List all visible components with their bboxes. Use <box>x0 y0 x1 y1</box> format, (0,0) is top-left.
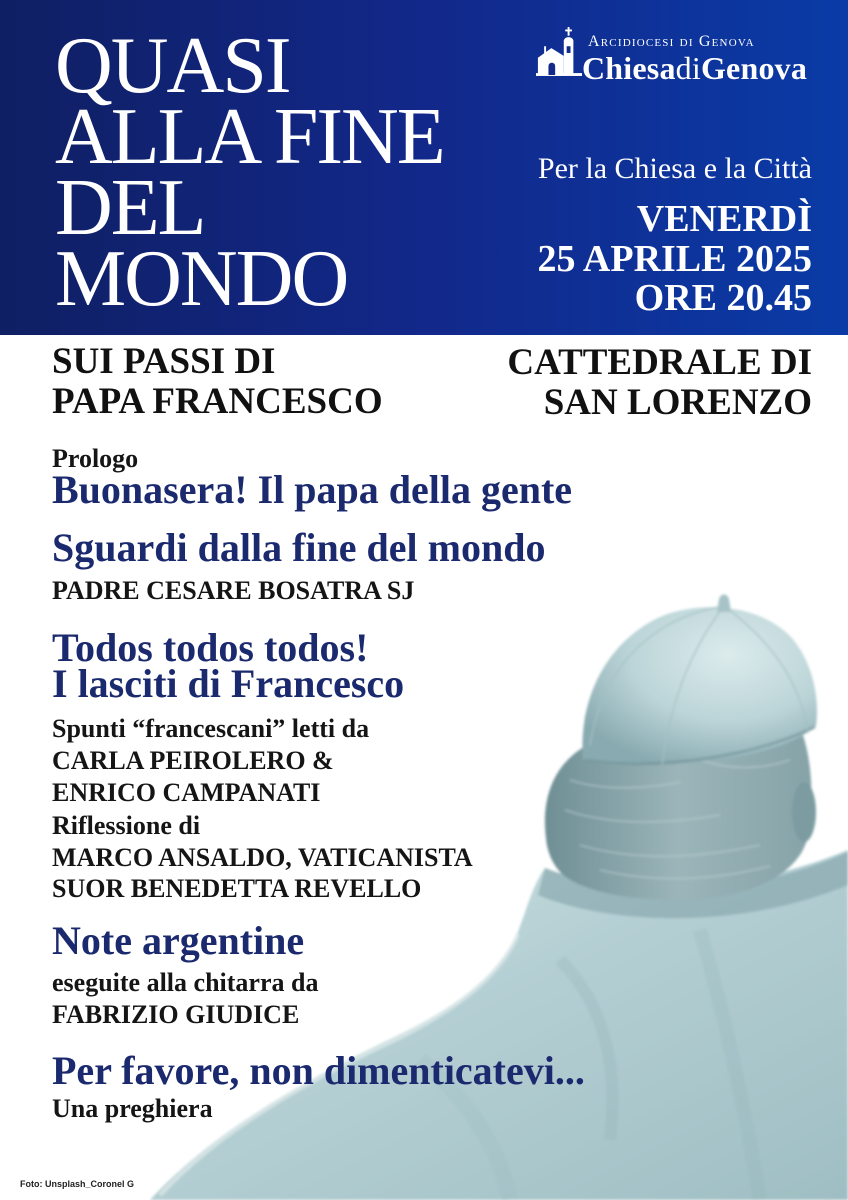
section-3-detail-1: eseguite alla chitarra da <box>52 968 319 997</box>
section-2-title-line-2: I lasciti di Francesco <box>52 661 405 706</box>
section-1-title: Sguardi dalla fine del mondo <box>52 525 546 570</box>
logo-wordmark-part-3: Genova <box>700 50 808 86</box>
poster-title <box>55 22 444 323</box>
section-2-detail-6: SUOR BENEDETTA REVELLO <box>52 874 422 903</box>
logo-archdiocese-text: Arcidiocesi di Genova <box>588 33 755 50</box>
event-day: VENERDÌ <box>636 198 812 240</box>
section-3-detail-2: FABRIZIO GIUDICE <box>52 1000 300 1029</box>
church-icon <box>536 26 582 78</box>
tagline: Per la Chiesa e la Città <box>537 152 812 185</box>
venue-line-1: CATTEDRALE DI <box>507 342 812 383</box>
title-line-1: QUASI <box>55 22 290 110</box>
title-line-4: MONDO <box>55 235 348 323</box>
logo-wordmark <box>582 52 807 84</box>
logo-wordmark-part-2: di <box>675 50 701 86</box>
logo-wordmark-part-1: Chiesa <box>582 50 676 86</box>
section-2-detail-2: CARLA PEIROLERO & <box>52 746 334 775</box>
section-3-title: Note argentine <box>52 918 305 963</box>
event-time: ORE 20.45 <box>634 277 812 319</box>
subtitle-line-1: SUI PASSI DI <box>52 341 276 382</box>
section-2-detail-4: Riflessione di <box>52 811 201 840</box>
section-1-detail-1: PADRE CESARE BOSATRA SJ <box>52 576 415 605</box>
section-2-detail-3: ENRICO CAMPANATI <box>52 778 321 807</box>
section-2-detail-1: Spunti “francescani” letti da <box>52 714 370 743</box>
subtitle-line-2: PAPA FRANCESCO <box>52 381 383 422</box>
prologue-label: Prologo <box>52 444 139 473</box>
event-date: 25 APRILE 2025 <box>537 238 812 280</box>
venue-line-2: SAN LORENZO <box>543 382 812 423</box>
title-line-3: DEL <box>55 164 205 252</box>
section-4-title: Per favore, non dimenticatevi... <box>52 1048 585 1093</box>
section-4-detail-1: Una preghiera <box>52 1094 213 1123</box>
section-2-title-line-1: Todos todos todos! <box>52 625 369 670</box>
photo-credit: Foto: Unsplash_Coronel G <box>20 1179 135 1189</box>
prologue-title: Buonasera! Il papa della gente <box>52 467 573 512</box>
title-line-2: ALLA FINE <box>55 93 444 181</box>
section-2-detail-5: MARCO ANSALDO, VATICANISTA <box>52 843 473 872</box>
